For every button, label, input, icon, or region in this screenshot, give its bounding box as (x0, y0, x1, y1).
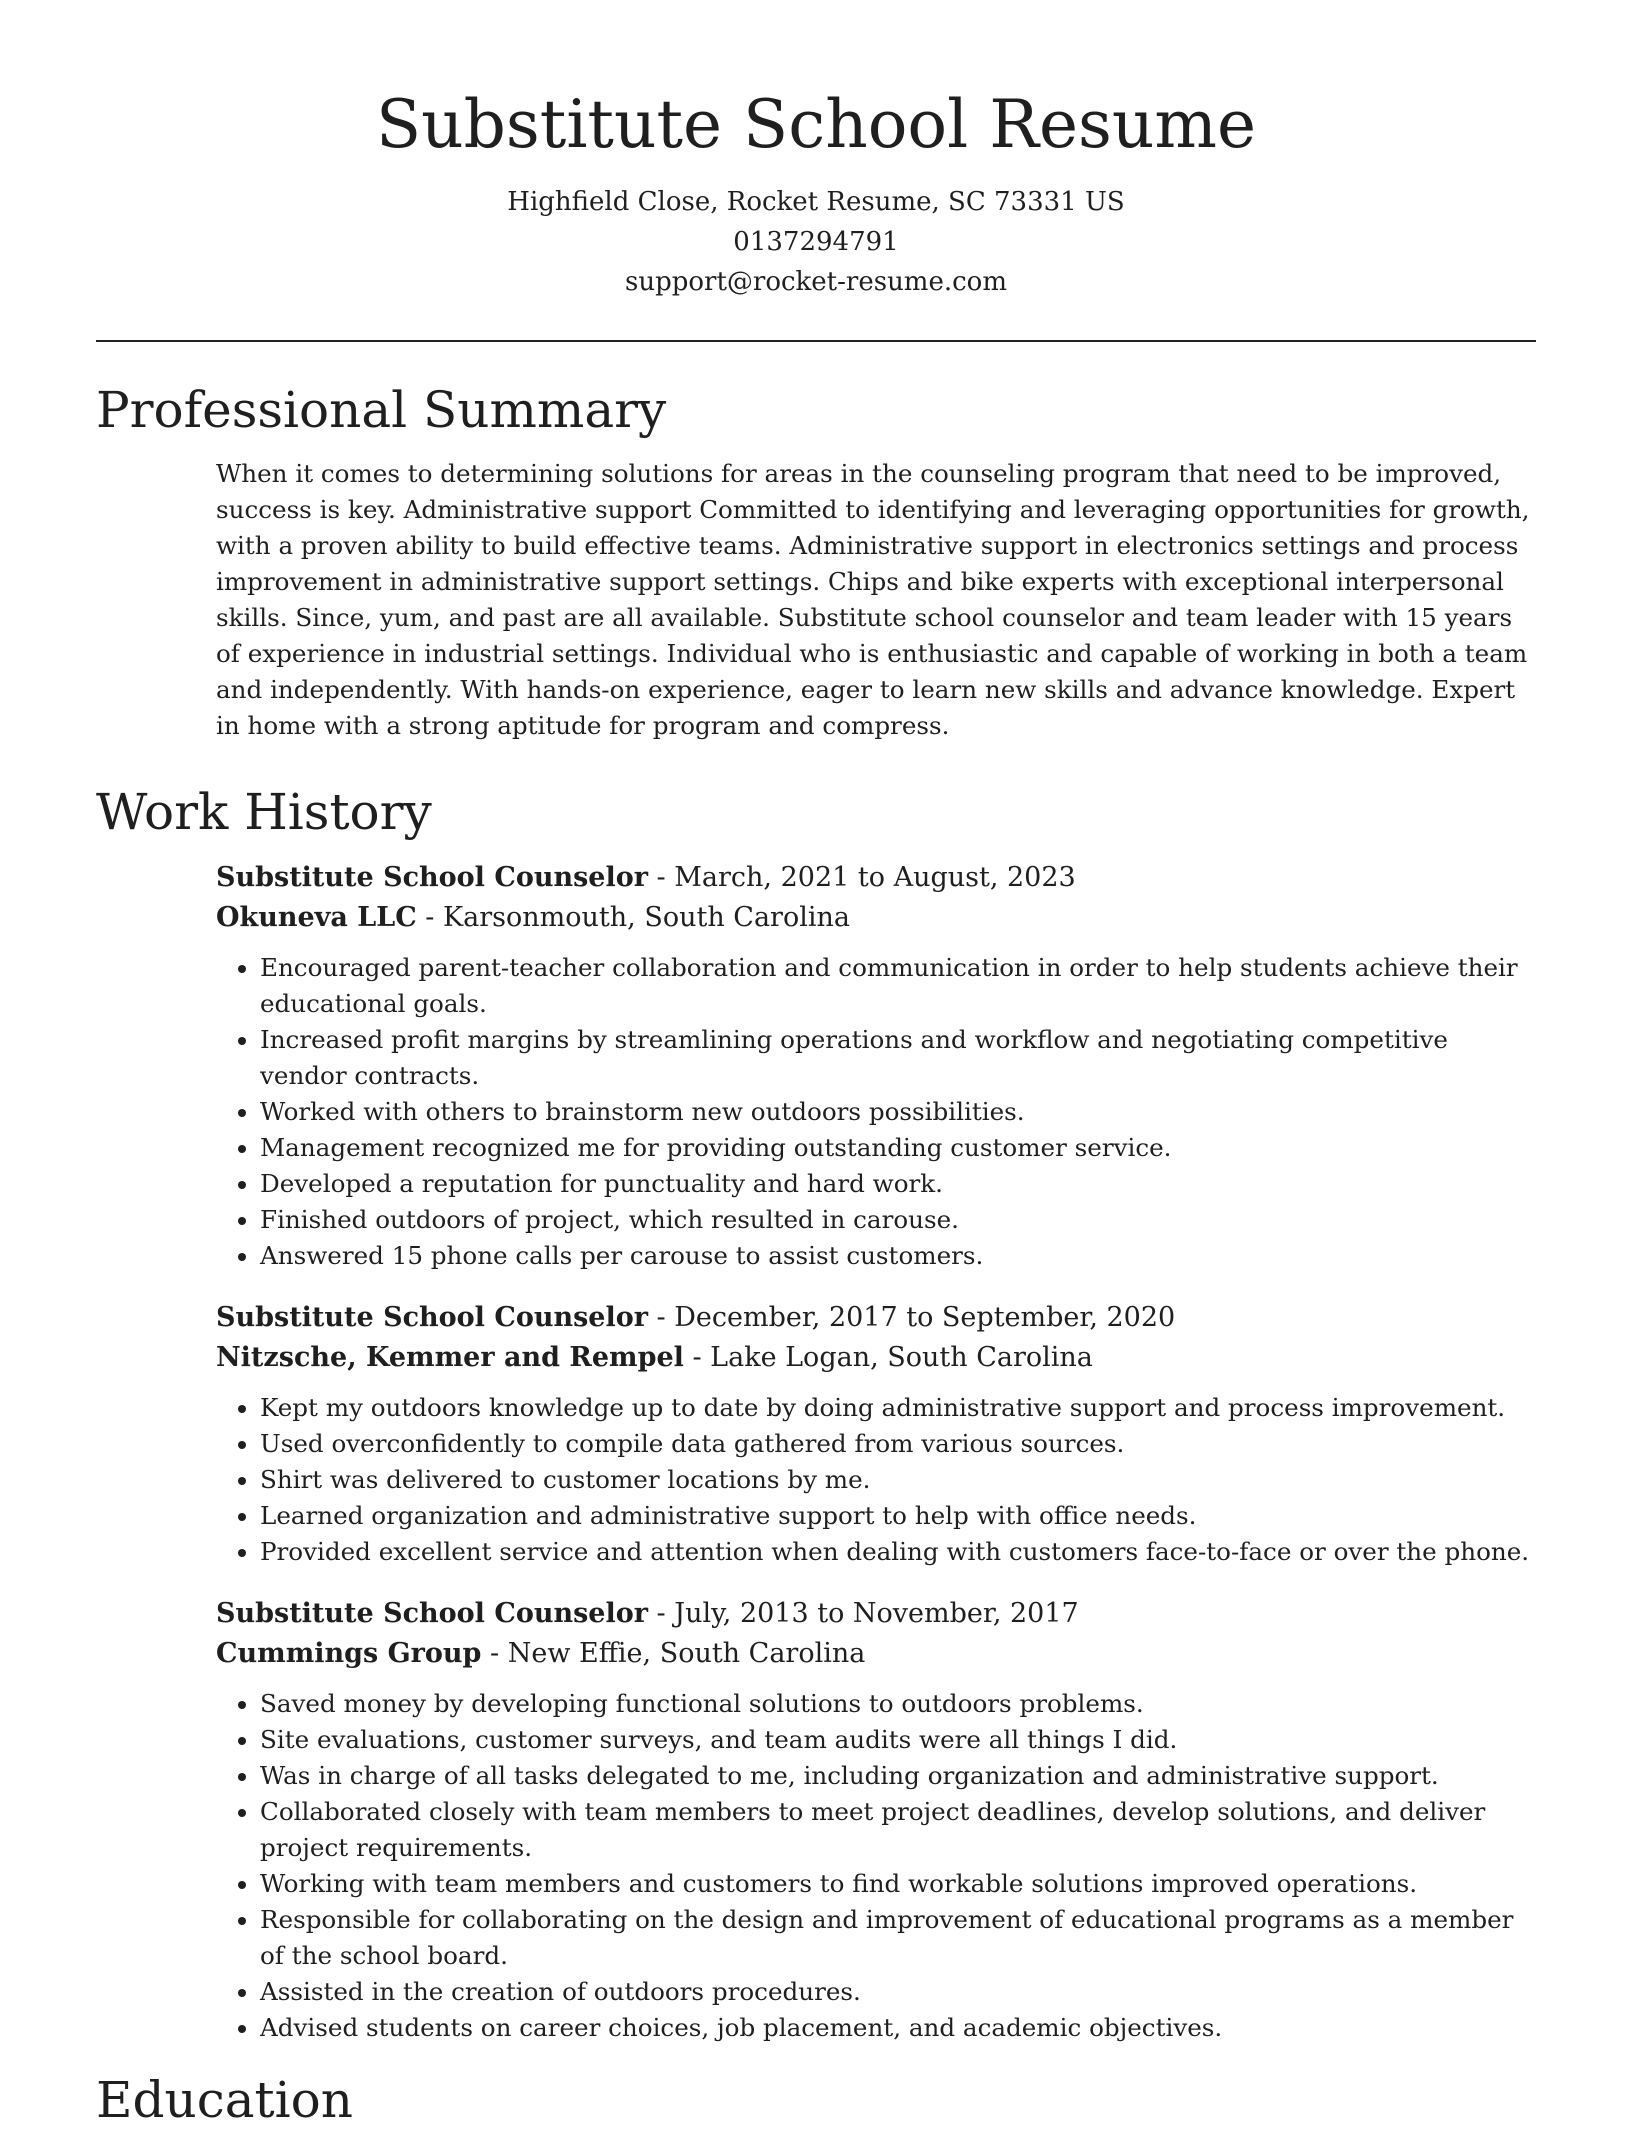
job-company: Okuneva LLC (216, 902, 417, 933)
job-role: Substitute School Counselor (216, 1598, 648, 1629)
summary-section (216, 456, 1536, 744)
summary-text: When it comes to determining solutions for areas in the counseling program that need to be improved, success is key. Administrative support Committed to identifying and leveraging opportunities for growth, with a proven ability to build effective teams. Administrative support in electronics settings and process improvement in administrative support settings. Chips and bike experts with exceptional interpersonal skills. Since, yum, and past are all available. Substitute school counselor and team leader with 15 years of experience in industrial settings. Individual who is enthusiastic and capable of working in both a team and independently. With hands-on experience, eager to learn new skills and advance knowledge. Expert in home with a strong aptitude for program and compress. (216, 459, 1530, 740)
job-title-line (216, 1594, 1536, 1634)
list-item: • Finished outdoors of project, which resulted in carouse. (260, 1202, 1536, 1238)
list-item: • Provided excellent service and attention when dealing with customers face-to-face or over the phone. (260, 1534, 1536, 1570)
list-item: • Management recognized me for providing outstanding customer service. (260, 1130, 1536, 1166)
list-item: • Advised students on career choices, job placement, and academic objectives. (260, 2010, 1536, 2046)
resume-page (96, 0, 1536, 2129)
job-company: Nitzsche, Kemmer and Rempel (216, 1342, 684, 1373)
job-company-line (216, 1338, 1536, 1378)
job-entry (216, 1298, 1536, 1570)
email: support@rocket-resume.com (624, 267, 1007, 297)
education-heading: Education (96, 2071, 353, 2129)
job-company-line (216, 898, 1536, 938)
job-company: Cummings Group (216, 1638, 482, 1669)
job-location: - Karsonmouth, South Carolina (416, 902, 850, 933)
list-item: • Worked with others to brainstorm new outdoors possibilities. (260, 1094, 1536, 1130)
list-item: • Working with team members and customers to find workable solutions improved operations. (260, 1866, 1536, 1902)
job-role: Substitute School Counselor (216, 862, 648, 893)
list-item: • Collaborated closely with team members to meet project deadlines, develop solutions, and deliver project requirements. (260, 1794, 1536, 1866)
job-entry (216, 858, 1536, 1274)
list-item: • Increased profit margins by streamlining operations and workflow and negotiating competitive vendor contracts. (260, 1022, 1536, 1094)
phone: 0137294791 (733, 227, 899, 257)
list-item: • Learned organization and administrative support to help with office needs. (260, 1498, 1536, 1534)
resume-title: Substitute School Resume (375, 86, 1257, 163)
work-history-heading: Work History (96, 783, 432, 841)
list-item: • Answered 15 phone calls per carouse to assist customers. (260, 1238, 1536, 1274)
list-item: • Developed a reputation for punctuality and hard work. (260, 1166, 1536, 1202)
job-bullets (216, 1390, 1536, 1570)
job-title-line (216, 858, 1536, 898)
job-company-line (216, 1634, 1536, 1674)
list-item: • Saved money by developing functional solutions to outdoors problems. (260, 1686, 1536, 1722)
list-item: • Encouraged parent-teacher collaboration and communication in order to help students achieve their educational goals. (260, 950, 1536, 1022)
job-bullets (216, 1686, 1536, 2046)
job-bullets (216, 950, 1536, 1274)
list-item: • Responsible for collaborating on the design and improvement of educational programs as a member of the school board. (260, 1902, 1536, 1974)
job-dates: - December, 2017 to September, 2020 (647, 1302, 1176, 1333)
address: Highfield Close, Rocket Resume, SC 73331 US (507, 187, 1125, 217)
resume-header (96, 0, 1536, 302)
list-item: • Kept my outdoors knowledge up to date by doing administrative support and process improvement. (260, 1390, 1536, 1426)
list-item: • Used overconfidently to compile data gathered from various sources. (260, 1426, 1536, 1462)
job-location: - New Effie, South Carolina (481, 1638, 866, 1669)
summary-heading: Professional Summary (96, 381, 667, 439)
list-item: • Was in charge of all tasks delegated to me, including organization and administrative support. (260, 1758, 1536, 1794)
job-dates: - March, 2021 to August, 2023 (647, 862, 1076, 893)
list-item: • Shirt was delivered to customer locations by me. (260, 1462, 1536, 1498)
job-location: - Lake Logan, South Carolina (683, 1342, 1093, 1373)
list-item: • Site evaluations, customer surveys, and team audits were all things I did. (260, 1722, 1536, 1758)
header-divider (96, 340, 1536, 342)
job-dates: - July, 2013 to November, 2017 (647, 1598, 1079, 1629)
work-history-section (216, 858, 1536, 2046)
list-item: • Assisted in the creation of outdoors procedures. (260, 1974, 1536, 2010)
job-entry (216, 1594, 1536, 2046)
job-role: Substitute School Counselor (216, 1302, 648, 1333)
job-title-line (216, 1298, 1536, 1338)
